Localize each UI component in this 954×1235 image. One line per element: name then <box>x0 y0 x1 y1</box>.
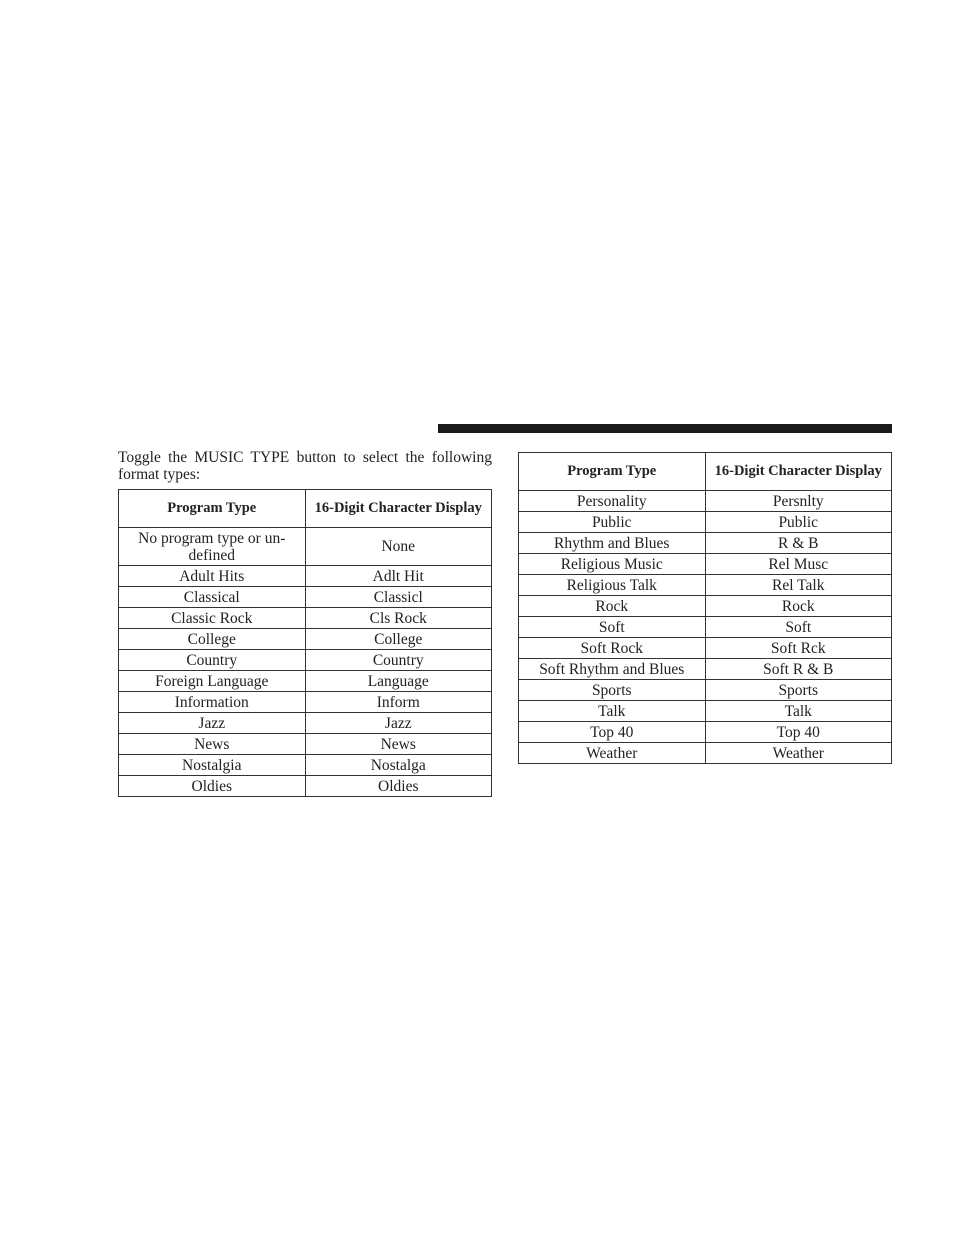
display-cell: Country <box>305 650 492 671</box>
table-header-row <box>519 453 892 491</box>
table-row <box>119 755 492 776</box>
program-type-cell: Sports <box>519 680 706 701</box>
program-type-cell: Country <box>119 650 306 671</box>
table-row <box>519 491 892 512</box>
table-row <box>119 629 492 650</box>
program-type-cell: Adult Hits <box>119 566 306 587</box>
table-row <box>519 722 892 743</box>
program-type-cell: Weather <box>519 743 706 764</box>
program-type-table-right <box>518 452 892 764</box>
table-row <box>119 671 492 692</box>
program-type-cell: No program type or un- defined <box>119 528 306 566</box>
display-cell: Soft Rck <box>705 638 892 659</box>
program-type-cell: Soft <box>519 617 706 638</box>
display-cell: Soft R & B <box>705 659 892 680</box>
display-cell: Persnlty <box>705 491 892 512</box>
program-type-cell: Religious Talk <box>519 575 706 596</box>
display-cell: None <box>305 528 492 566</box>
program-type-cell: Religious Music <box>519 554 706 575</box>
program-type-cell: Personality <box>519 491 706 512</box>
table-row <box>519 596 892 617</box>
display-cell: Oldies <box>305 776 492 797</box>
program-type-cell: Soft Rock <box>519 638 706 659</box>
table-row <box>119 650 492 671</box>
program-type-cell: Nostalgia <box>119 755 306 776</box>
program-type-cell: Classical <box>119 587 306 608</box>
table-row <box>519 701 892 722</box>
display-cell: Talk <box>705 701 892 722</box>
program-type-cell: Talk <box>519 701 706 722</box>
program-type-cell: Top 40 <box>519 722 706 743</box>
header-program-type: Program Type <box>119 490 306 528</box>
program-type-cell: Rock <box>519 596 706 617</box>
section-rule-bar <box>438 424 892 433</box>
display-cell: Classicl <box>305 587 492 608</box>
display-cell: News <box>305 734 492 755</box>
display-cell: Rock <box>705 596 892 617</box>
table-row <box>119 713 492 734</box>
table-header-row <box>119 490 492 528</box>
display-cell: Language <box>305 671 492 692</box>
display-cell: Rel Talk <box>705 575 892 596</box>
display-cell: Adlt Hit <box>305 566 492 587</box>
program-type-cell: Classic Rock <box>119 608 306 629</box>
display-cell: Nostalga <box>305 755 492 776</box>
table-row <box>119 587 492 608</box>
display-cell: Top 40 <box>705 722 892 743</box>
display-cell: College <box>305 629 492 650</box>
program-type-table-left <box>118 489 492 797</box>
table-row <box>119 734 492 755</box>
display-cell: R & B <box>705 533 892 554</box>
table-row <box>519 659 892 680</box>
table-row <box>519 533 892 554</box>
table-row <box>519 617 892 638</box>
table-row <box>119 692 492 713</box>
table-row <box>519 743 892 764</box>
program-type-cell: Oldies <box>119 776 306 797</box>
program-type-cell: Public <box>519 512 706 533</box>
table-row <box>519 512 892 533</box>
table-row <box>519 575 892 596</box>
program-type-cell: College <box>119 629 306 650</box>
program-type-cell: News <box>119 734 306 755</box>
display-cell: Weather <box>705 743 892 764</box>
table-row <box>519 638 892 659</box>
table-row <box>119 608 492 629</box>
program-type-cell: Foreign Language <box>119 671 306 692</box>
header-program-type: Program Type <box>519 453 706 491</box>
table-row <box>119 776 492 797</box>
display-cell: Rel Musc <box>705 554 892 575</box>
display-cell: Soft <box>705 617 892 638</box>
table-row <box>119 528 492 566</box>
header-character-display: 16-Digit Character Display <box>705 453 892 491</box>
table-row <box>519 680 892 701</box>
program-type-cell: Soft Rhythm and Blues <box>519 659 706 680</box>
intro-paragraph: Toggle the MUSIC TYPE button to select the following format types: <box>118 449 492 483</box>
table-row <box>119 566 492 587</box>
header-character-display: 16-Digit Character Display <box>305 490 492 528</box>
display-cell: Public <box>705 512 892 533</box>
program-type-cell: Information <box>119 692 306 713</box>
program-type-cell: Jazz <box>119 713 306 734</box>
program-type-cell: Rhythm and Blues <box>519 533 706 554</box>
display-cell: Cls Rock <box>305 608 492 629</box>
display-cell: Sports <box>705 680 892 701</box>
display-cell: Inform <box>305 692 492 713</box>
table-row <box>519 554 892 575</box>
display-cell: Jazz <box>305 713 492 734</box>
